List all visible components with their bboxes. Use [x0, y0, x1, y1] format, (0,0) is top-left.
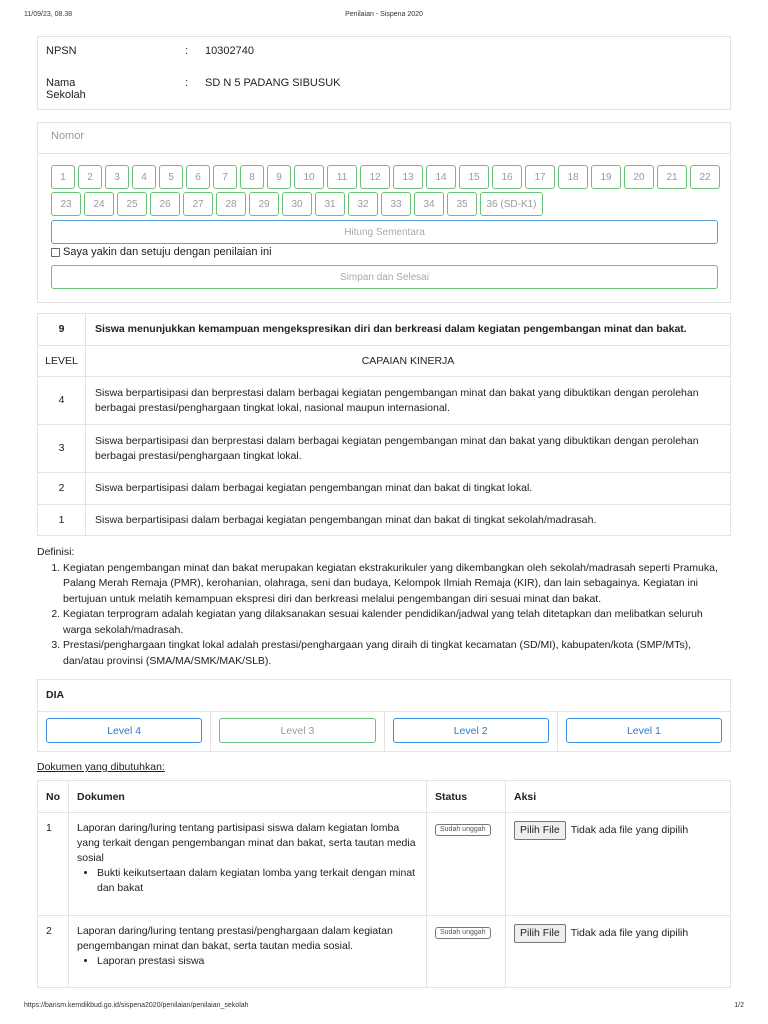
definisi-section [37, 545, 731, 669]
nomor-row-2 [51, 192, 727, 216]
capaian-header: CAPAIAN KINERJA [86, 346, 731, 377]
level-description: Siswa berpartisipasi dan berprestasi dalam berbagai kegiatan pengembangan minat dan bakat yang dibuktikan dengan perolehan berbagai prestasi/penghargaan tingkat lokal, nasional maupun internasional. [86, 377, 731, 425]
nomor-button[interactable]: 12 [360, 165, 390, 189]
nomor-button[interactable]: 21 [657, 165, 687, 189]
status-badge: Sudah unggah [435, 824, 491, 836]
definisi-item: 3. Prestasi/penghargaan tingkat lokal adalah prestasi/penghargaan yang diraih di tingkat kecamatan (SD/MI), kabupaten/kota (SMP/MTs), dan/atau provinsi (SMA/MA/SMK/MAK/SLB). [63, 638, 731, 669]
school-info-card [37, 36, 731, 110]
level-number: 4 [38, 377, 86, 425]
level-description: Siswa berpartisipasi dalam berbagai kegiatan pengembangan minat dan bakat di tingkat lokal. [86, 473, 731, 505]
nomor-button[interactable]: 34 [414, 192, 444, 216]
print-page-number: 1/2 [734, 1002, 744, 1009]
doc-status-cell [427, 813, 506, 916]
table-row [38, 916, 731, 988]
nomor-button[interactable]: 2 [78, 165, 102, 189]
school-name-label: Nama Sekolah [46, 77, 86, 101]
definisi-title: Definisi: [37, 546, 75, 558]
criteria-level-row [38, 425, 731, 473]
criteria-level-row [38, 505, 731, 536]
nomor-button[interactable]: 10 [294, 165, 324, 189]
level-number: 3 [38, 425, 86, 473]
print-datetime: 11/09/23, 08.38 [24, 11, 73, 18]
nomor-header: Nomor [38, 123, 730, 154]
nomor-button[interactable]: 15 [459, 165, 489, 189]
dia-level-cell [38, 712, 211, 752]
nomor-button[interactable]: 13 [393, 165, 423, 189]
nomor-button[interactable]: 36 (SD-K1) [480, 192, 543, 216]
no-header: No [38, 781, 69, 813]
nomor-button[interactable]: 22 [690, 165, 720, 189]
doc-text: Laporan daring/luring tentang partisipasi siswa dalam kegiatan lomba yang terkait dengan pengembangan minat dan bakat, serta tautan media sosial [77, 822, 416, 864]
nomor-button[interactable]: 32 [348, 192, 378, 216]
criteria-number: 9 [38, 314, 86, 346]
print-title: Penilaian - Sispena 2020 [345, 11, 423, 18]
table-row [38, 813, 731, 916]
nomor-button[interactable]: 29 [249, 192, 279, 216]
nomor-button[interactable]: 26 [150, 192, 180, 216]
npsn-colon: : [185, 45, 189, 57]
nomor-button[interactable]: 28 [216, 192, 246, 216]
file-input[interactable] [514, 924, 722, 943]
aksi-header: Aksi [506, 781, 731, 813]
doc-bullet: • Laporan prestasi siswa [97, 954, 418, 969]
criteria-statement: Siswa menunjukkan kemampuan mengekspresikan diri dan berkreasi dalam kegiatan pengembangan minat dan bakat. [86, 314, 731, 346]
doc-text: Laporan daring/luring tentang prestasi/penghargaan dalam kegiatan pengembangan minat dan bakat, serta tautan media sosial. [77, 925, 393, 952]
hitung-sementara-button[interactable]: Hitung Sementara [51, 220, 718, 244]
doc-bullet: • Bukti keikutsertaan dalam kegiatan lomba yang terkait dengan minat dan bakat [97, 866, 418, 896]
criteria-statement-row [38, 314, 731, 346]
nomor-button[interactable]: 7 [213, 165, 237, 189]
school-name-colon: : [185, 77, 189, 89]
doc-description [69, 813, 427, 916]
criteria-header-row [38, 346, 731, 377]
simpan-selesai-button[interactable]: Simpan dan Selesai [51, 265, 718, 289]
doc-action-cell [506, 813, 731, 916]
nomor-button[interactable]: 9 [267, 165, 291, 189]
doc-status-cell [427, 916, 506, 988]
nomor-button[interactable]: 31 [315, 192, 345, 216]
nomor-button[interactable]: 35 [447, 192, 477, 216]
nomor-button[interactable]: 19 [591, 165, 621, 189]
definisi-item: 1. Kegiatan pengembangan minat dan bakat merupakan kegiatan ekstrakurikuler yang dikembangkan oleh sekolah/madrasah seperti Pramuka, Palang Merah Remaja (PMR), kerohanian, olahraga, seni dan budaya, Kelompok Ilmiah Remaja (KIR), dan lain sebagainya. Kegiatan ini bertujuan untuk melatih kemampuan ekspresi diri dan berkreasi melalui pengembangan diri sesuai minat dan bakat. [63, 561, 731, 608]
level-header: LEVEL [38, 346, 86, 377]
dia-level-cell [385, 712, 558, 752]
doc-description [69, 916, 427, 988]
dokumen-header: Dokumen [69, 781, 427, 813]
nomor-button[interactable]: 30 [282, 192, 312, 216]
nomor-button[interactable]: 11 [327, 165, 357, 189]
dia-card [37, 679, 731, 752]
school-name-value: SD N 5 PADANG SIBUSUK [205, 77, 341, 89]
nomor-button[interactable]: 14 [426, 165, 456, 189]
criteria-table [37, 313, 731, 536]
nomor-button[interactable]: 33 [381, 192, 411, 216]
nomor-button[interactable]: 27 [183, 192, 213, 216]
choose-file-button[interactable]: Pilih File [514, 924, 566, 943]
print-url: https://bansm.kemdikbud.go.id/sispena2020/penilaian/penilaian_sekolah [24, 1002, 249, 1009]
level-1-button[interactable]: Level 1 [566, 718, 722, 743]
nomor-button[interactable]: 20 [624, 165, 654, 189]
nomor-button[interactable]: 18 [558, 165, 588, 189]
level-3-button[interactable]: Level 3 [219, 718, 375, 743]
choose-file-button[interactable]: Pilih File [514, 821, 566, 840]
level-description: Siswa berpartisipasi dan berprestasi dalam berbagai kegiatan pengembangan minat dan bakat yang dibuktikan dengan perolehan berbagai prestasi/penghargaan tingkat lokal. [86, 425, 731, 473]
nomor-grid [51, 165, 727, 219]
criteria-level-row [38, 473, 731, 505]
level-number: 1 [38, 505, 86, 536]
nomor-card [37, 122, 731, 303]
nomor-button[interactable]: 17 [525, 165, 555, 189]
nomor-button[interactable]: 6 [186, 165, 210, 189]
agree-text: Saya yakin dan setuju dengan penilaian ini [63, 246, 272, 258]
nomor-button[interactable]: 25 [117, 192, 147, 216]
doc-action-cell [506, 916, 731, 988]
npsn-label: NPSN [46, 45, 77, 57]
level-2-button[interactable]: Level 2 [393, 718, 549, 743]
definisi-list [37, 561, 731, 670]
level-description: Siswa berpartisipasi dalam berbagai kegiatan pengembangan minat dan bakat di tingkat sekolah/madrasah. [86, 505, 731, 536]
nomor-button[interactable]: 24 [84, 192, 114, 216]
nomor-button[interactable]: 16 [492, 165, 522, 189]
level-number: 2 [38, 473, 86, 505]
dia-levels [38, 712, 730, 752]
file-input[interactable] [514, 821, 722, 840]
dia-level-cell [211, 712, 384, 752]
agree-checkbox-label[interactable] [51, 246, 272, 258]
dia-level-cell [558, 712, 730, 752]
nomor-button[interactable]: 3 [105, 165, 129, 189]
definisi-item: 2. Kegiatan terprogram adalah kegiatan yang dilaksanakan sesuai kalender pendidikan/jadwal yang telah ditetapkan dan melibatkan seluruh warga sekolah/madrasah. [63, 607, 731, 638]
status-header: Status [427, 781, 506, 813]
file-status: Tidak ada file yang dipilih [570, 824, 689, 836]
nomor-button[interactable]: 5 [159, 165, 183, 189]
file-status: Tidak ada file yang dipilih [570, 927, 689, 939]
nomor-button[interactable]: 23 [51, 192, 81, 216]
documents-title: Dokumen yang dibutuhkan: [37, 761, 165, 773]
documents-table [37, 780, 731, 988]
dia-title: DIA [38, 680, 730, 712]
agree-checkbox[interactable] [51, 248, 60, 257]
documents-header-row [38, 781, 731, 813]
doc-no: 1 [38, 813, 69, 916]
level-4-button[interactable]: Level 4 [46, 718, 202, 743]
criteria-level-row [38, 377, 731, 425]
doc-no: 2 [38, 916, 69, 988]
nomor-button[interactable]: 1 [51, 165, 75, 189]
nomor-button[interactable]: 4 [132, 165, 156, 189]
nomor-button[interactable]: 8 [240, 165, 264, 189]
npsn-value: 10302740 [205, 45, 254, 57]
nomor-row-1 [51, 165, 727, 189]
status-badge: Sudah unggah [435, 927, 491, 939]
